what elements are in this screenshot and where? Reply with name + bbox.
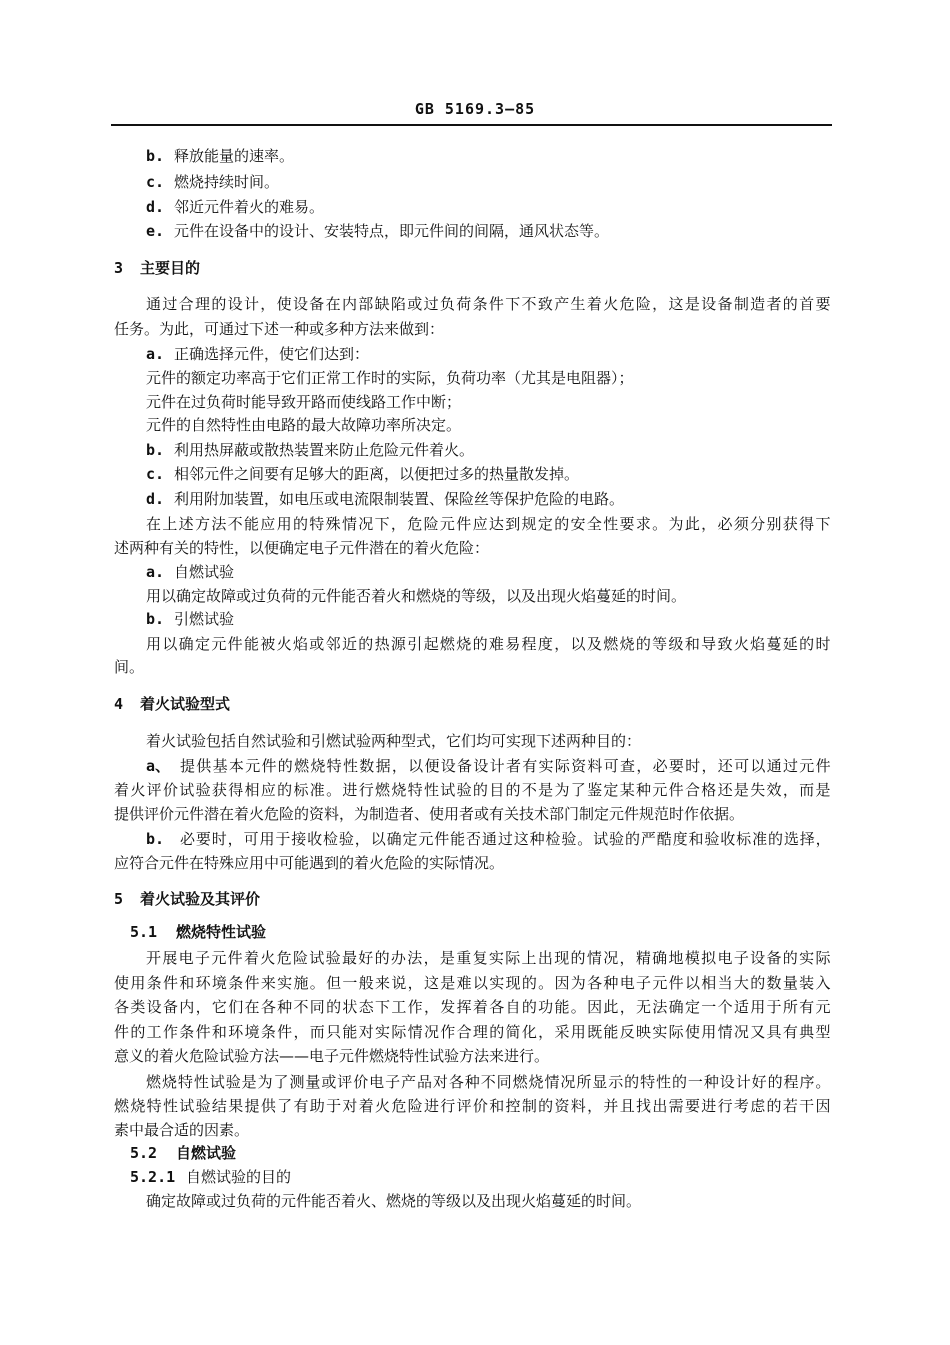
list-item bbox=[146, 609, 234, 629]
list-item bbox=[146, 146, 294, 166]
item-text: 利用热屏蔽或散热装置来防止危险元件着火。 bbox=[174, 441, 475, 459]
paragraph-line: 件 的 工 作 条 件 和 环 境 条 件 ， 而 只 能 对 实 际 情 况 作 合 理 的 简 化 ， 采 用 既 能 反 映 实 际 使 用 情 况 又 具 有 典 型 bbox=[114, 1023, 831, 1041]
paragraph-line: 意义的着火危险试验方法——电子元件燃烧特性试验方法来进行。 bbox=[114, 1047, 550, 1065]
item-text: 必 要 时 ， 可 用 于 接 收 检 验 ， 以 确 定 元 件 能 否 通 过 这 种 检 验 。 试 验 的 严 酷 度 和 验 收 标 准 的 选 择 ， bbox=[180, 830, 831, 848]
subsection-title: 自燃试验 bbox=[176, 1144, 237, 1162]
paragraph-line: 使 用 条 件 和 环 境 条 件 来 实 施 。 但 一 般 来 说 ， 这 是 难 以 实 现 的 。 因 为 各 种 电 子 元 件 以 相 当 大 的 数 量 装 入 bbox=[114, 974, 831, 992]
paragraph-line: 着火试验包括自然试验和引燃试验两种型式，它们均可实现下述两种目的： bbox=[146, 732, 642, 750]
item-label: b. bbox=[146, 147, 165, 165]
standard-code-header: GB 5169.3—85 bbox=[414, 100, 536, 118]
subsection-number: 5.2 bbox=[130, 1144, 158, 1162]
item-text: 释放能量的速率。 bbox=[174, 147, 295, 165]
section-title: 着火试验型式 bbox=[140, 695, 231, 713]
section-3-heading bbox=[114, 258, 200, 278]
paragraph-line: 燃 烧 特 性 试 验 结 果 提 供 了 有 助 于 对 着 火 危 险 进 行 评 价 和 控 制 的 资 料 ， 并 且 找 出 需 要 进 行 考 虑 的 若 干 因 bbox=[114, 1097, 831, 1115]
paragraph-line: 述两种有关的特性，以便确定电子元件潜在的着火危险： bbox=[114, 539, 490, 557]
list-item bbox=[146, 562, 234, 582]
list-item bbox=[146, 489, 624, 509]
item-label: e. bbox=[146, 222, 165, 240]
section-title: 着火试验及其评价 bbox=[140, 890, 261, 908]
section-4-heading bbox=[114, 694, 230, 714]
list-item bbox=[146, 172, 279, 192]
paragraph-line: 各 类 设 备 内 ， 它 们 在 各 种 不 同 的 状 态 下 工 作 ， 发 挥 着 各 自 的 功 能 。 因 此 ， 无 法 确 定 一 个 适 用 于 所 有 元 bbox=[114, 998, 831, 1016]
paragraph-line: 确定故障或过负荷的元件能否着火、燃烧的等级以及出现火焰蔓延的时间。 bbox=[146, 1192, 642, 1210]
item-text: 利用附加装置，如电压或电流限制装置、保险丝等保护危险的电路。 bbox=[174, 490, 625, 508]
paragraph-line: 用 以 确 定 元 件 能 被 火 焰 或 邻 近 的 热 源 引 起 燃 烧 的 难 易 程 度 ， 以 及 燃 烧 的 等 级 和 导 致 火 焰 蔓 延 的 时 bbox=[146, 635, 831, 653]
subsection-5-2-1-heading bbox=[130, 1167, 291, 1187]
paragraph-line: 任务。为此，可通过下述一种或多种方法来做到： bbox=[114, 320, 445, 338]
item-text: 燃烧持续时间。 bbox=[174, 173, 280, 191]
subsection-number: 5.1 bbox=[130, 923, 158, 941]
section-number: 3 bbox=[114, 259, 124, 277]
subsection-5-1-heading bbox=[130, 922, 266, 942]
subsection-5-2-heading bbox=[130, 1143, 236, 1163]
header-rule bbox=[111, 124, 832, 126]
paragraph-line: 用以确定故障或过负荷的元件能否着火和燃烧的等级，以及出现火焰蔓延的时间。 bbox=[146, 587, 687, 605]
subsection-number: 5.2.1 bbox=[130, 1168, 176, 1186]
paragraph-line: 间。 bbox=[114, 658, 145, 676]
list-item bbox=[146, 197, 324, 217]
item-label: a、 bbox=[146, 757, 171, 775]
item-label: b. bbox=[146, 441, 165, 459]
paragraph-line: 开 展 电 子 元 件 着 火 危 险 试 验 最 好 的 办 法 ， 是 重 复 实 际 上 出 现 的 情 况 ， 精 确 地 模 拟 电 子 设 备 的 实 际 bbox=[146, 949, 831, 967]
list-item bbox=[146, 756, 831, 776]
item-text: 邻近元件着火的难易。 bbox=[174, 198, 325, 216]
sub-item: 元件在过负荷时能导致开路而使线路工作中断； bbox=[146, 393, 462, 411]
list-item bbox=[146, 221, 609, 241]
list-item bbox=[146, 464, 579, 484]
sub-item: 元件的自然特性由电路的最大故障功率所决定。 bbox=[146, 416, 462, 434]
paragraph-line: 着 火 评 价 试 验 获 得 相 应 的 标 准 。 进 行 燃 烧 特 性 试 验 的 目 的 不 是 为 了 鉴 定 某 种 元 件 合 格 还 是 失 效 ， 而 是 bbox=[114, 781, 831, 799]
item-label: d. bbox=[146, 490, 165, 508]
item-text: 引燃试验 bbox=[174, 610, 235, 628]
section-title: 主要目的 bbox=[140, 259, 201, 277]
paragraph-line: 通 过 合 理 的 设 计 ， 使 设 备 在 内 部 缺 陷 或 过 负 荷 条 件 下 不 致 产 生 着 火 危 险 ， 这 是 设 备 制 造 者 的 首 要 bbox=[146, 295, 831, 313]
subsection-title: 自燃试验的目的 bbox=[186, 1168, 292, 1186]
paragraph-line: 燃 烧 特 性 试 验 是 为 了 测 量 或 评 价 电 子 产 品 对 各 种 不 同 燃 烧 情 况 所 显 示 的 特 性 的 一 种 设 计 好 的 程 序 。 bbox=[146, 1073, 831, 1091]
list-item bbox=[146, 829, 831, 849]
item-text: 正确选择元件，使它们达到： bbox=[174, 345, 370, 363]
item-label: c. bbox=[146, 173, 165, 191]
paragraph-line: 应符合元件在特殊应用中可能遇到的着火危险的实际情况。 bbox=[114, 854, 505, 872]
item-text: 元件在设备中的设计、安装特点，即元件间的间隔，通风状态等。 bbox=[174, 222, 610, 240]
item-label: b. bbox=[146, 610, 165, 628]
list-item bbox=[146, 344, 369, 364]
paragraph-line: 在 上 述 方 法 不 能 应 用 的 特 殊 情 况 下 ， 危 险 元 件 应 达 到 规 定 的 安 全 性 要 求 。 为 此 ， 必 须 分 别 获 得 下 bbox=[146, 515, 831, 533]
section-5-heading bbox=[114, 889, 260, 909]
sub-item: 元件的额定功率高于它们正常工作时的实际，负荷功率（尤其是电阻器）； bbox=[146, 369, 634, 387]
item-label: a. bbox=[146, 345, 165, 363]
item-text: 自燃试验 bbox=[174, 563, 235, 581]
item-label: d. bbox=[146, 198, 165, 216]
list-item bbox=[146, 440, 474, 460]
subsection-title: 燃烧特性试验 bbox=[176, 923, 267, 941]
item-text: 提 供 基 本 元 件 的 燃 烧 特 性 数 据 ， 以 便 设 备 设 计 者 有 实 际 资 料 可 查 ， 必 要 时 ， 还 可 以 通 过 元 件 bbox=[180, 757, 831, 775]
item-label: c. bbox=[146, 465, 165, 483]
item-text: 相邻元件之间要有足够大的距离，以便把过多的热量散发掉。 bbox=[174, 465, 580, 483]
paragraph-line: 素中最合适的因素。 bbox=[114, 1121, 250, 1139]
section-number: 4 bbox=[114, 695, 124, 713]
section-number: 5 bbox=[114, 890, 124, 908]
paragraph-line: 提供评价元件潜在着火危险的资料，为制造者、使用者或有关技术部门制定元件规范时作依据。 bbox=[114, 805, 745, 823]
item-label: a. bbox=[146, 563, 165, 581]
item-label: b. bbox=[146, 830, 165, 848]
